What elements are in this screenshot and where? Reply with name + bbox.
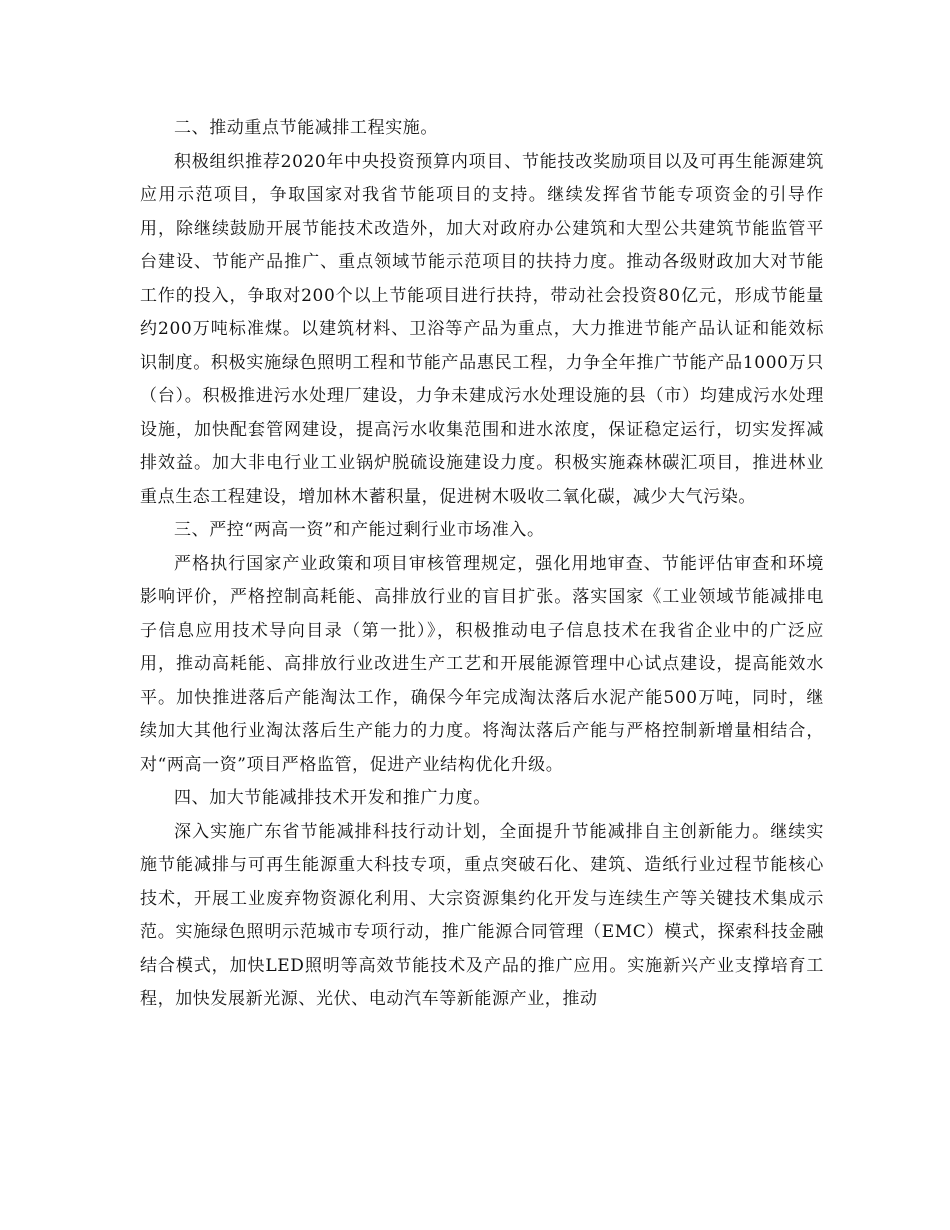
paragraph-2: 积极组织推荐2020年中央投资预算内项目、节能技改奖励项目以及可再生能源建筑应用示范项目，争取国家对我省节能项目的支持。继续发挥省节能专项资金的引导作用，除继续鼓励开展节能技术改造外，加大对政府办公建筑和大型公共建筑节能监管平台建设、节能产品推广、重点领域节能示范项目的扶持力度。推动各级财政加大对节能工作的投入，争取对200个以上节能项目进行扶持，带动社会投资80亿元，形成节能量约200万吨标准煤。以建筑材料、卫浴等产品为重点，大力推进节能产品认证和能效标识制度。积极实施绿色照明工程和节能产品惠民工程，力争全年推广节能产品1000万只（台）。积极推进污水处理厂建设，力争未建成污水处理设施的县（市）均建成污水处理设施，加快配套管网建设，提高污水收集范围和进水浓度，保证稳定运行，切实发挥减排效益。加大非电行业工业锅炉脱硫设施建设力度。积极实施森林碳汇项目，推进林业重点生态工程建设，增加林木蓄积量，促进树木吸收二氧化碳，减少大气污染。 [140, 151, 824, 507]
paragraph-4: 深入实施广东省节能减排科技行动计划，全面提升节能减排自主创新能力。继续实施节能减排与可再生能源重大科技专项，重点突破石化、建筑、造纸行业过程节能核心技术，开展工业废弃物资源化利用、大宗资源集约化开发与连续生产等关键技术集成示范。实施绿色照明示范城市专项行动，推广能源合同管理（EMC）模式，探索科技金融结合模式，加快LED照明等高效节能技术及产品的推广应用。实施新兴产业支撑培育工程，加快发展新光源、光伏、电动汽车等新能源产业，推动 [140, 821, 824, 1009]
document-body [140, 112, 824, 1017]
paragraph-3: 严格执行国家产业政策和项目审核管理规定，强化用地审查、节能评估审查和环境影响评价，严格控制高耗能、高排放行业的盲目扩张。落实国家《工业领域节能减排电子信息应用技术导向目录（第一批）》，积极推动电子信息技术在我省企业中的广泛应用，推动高耗能、高排放行业改进生产工艺和开展能源管理中心试点建设，提高能效水平。加快推进落后产能淘汰工作，确保今年完成淘汰落后水泥产能500万吨，同时，继续加大其他行业淘汰落后生产能力的力度。将淘汰落后产能与严格控制新增量相结合，对“两高一资”项目严格监管，促进产业结构优化升级。 [140, 553, 824, 775]
section-heading-2: 二、推动重点节能减排工程实施。 [174, 118, 438, 138]
section-heading-3: 三、严控“两高一资”和产能过剩行业市场准入。 [174, 520, 545, 540]
section-heading-4: 四、加大节能减排技术开发和推广力度。 [174, 788, 491, 808]
